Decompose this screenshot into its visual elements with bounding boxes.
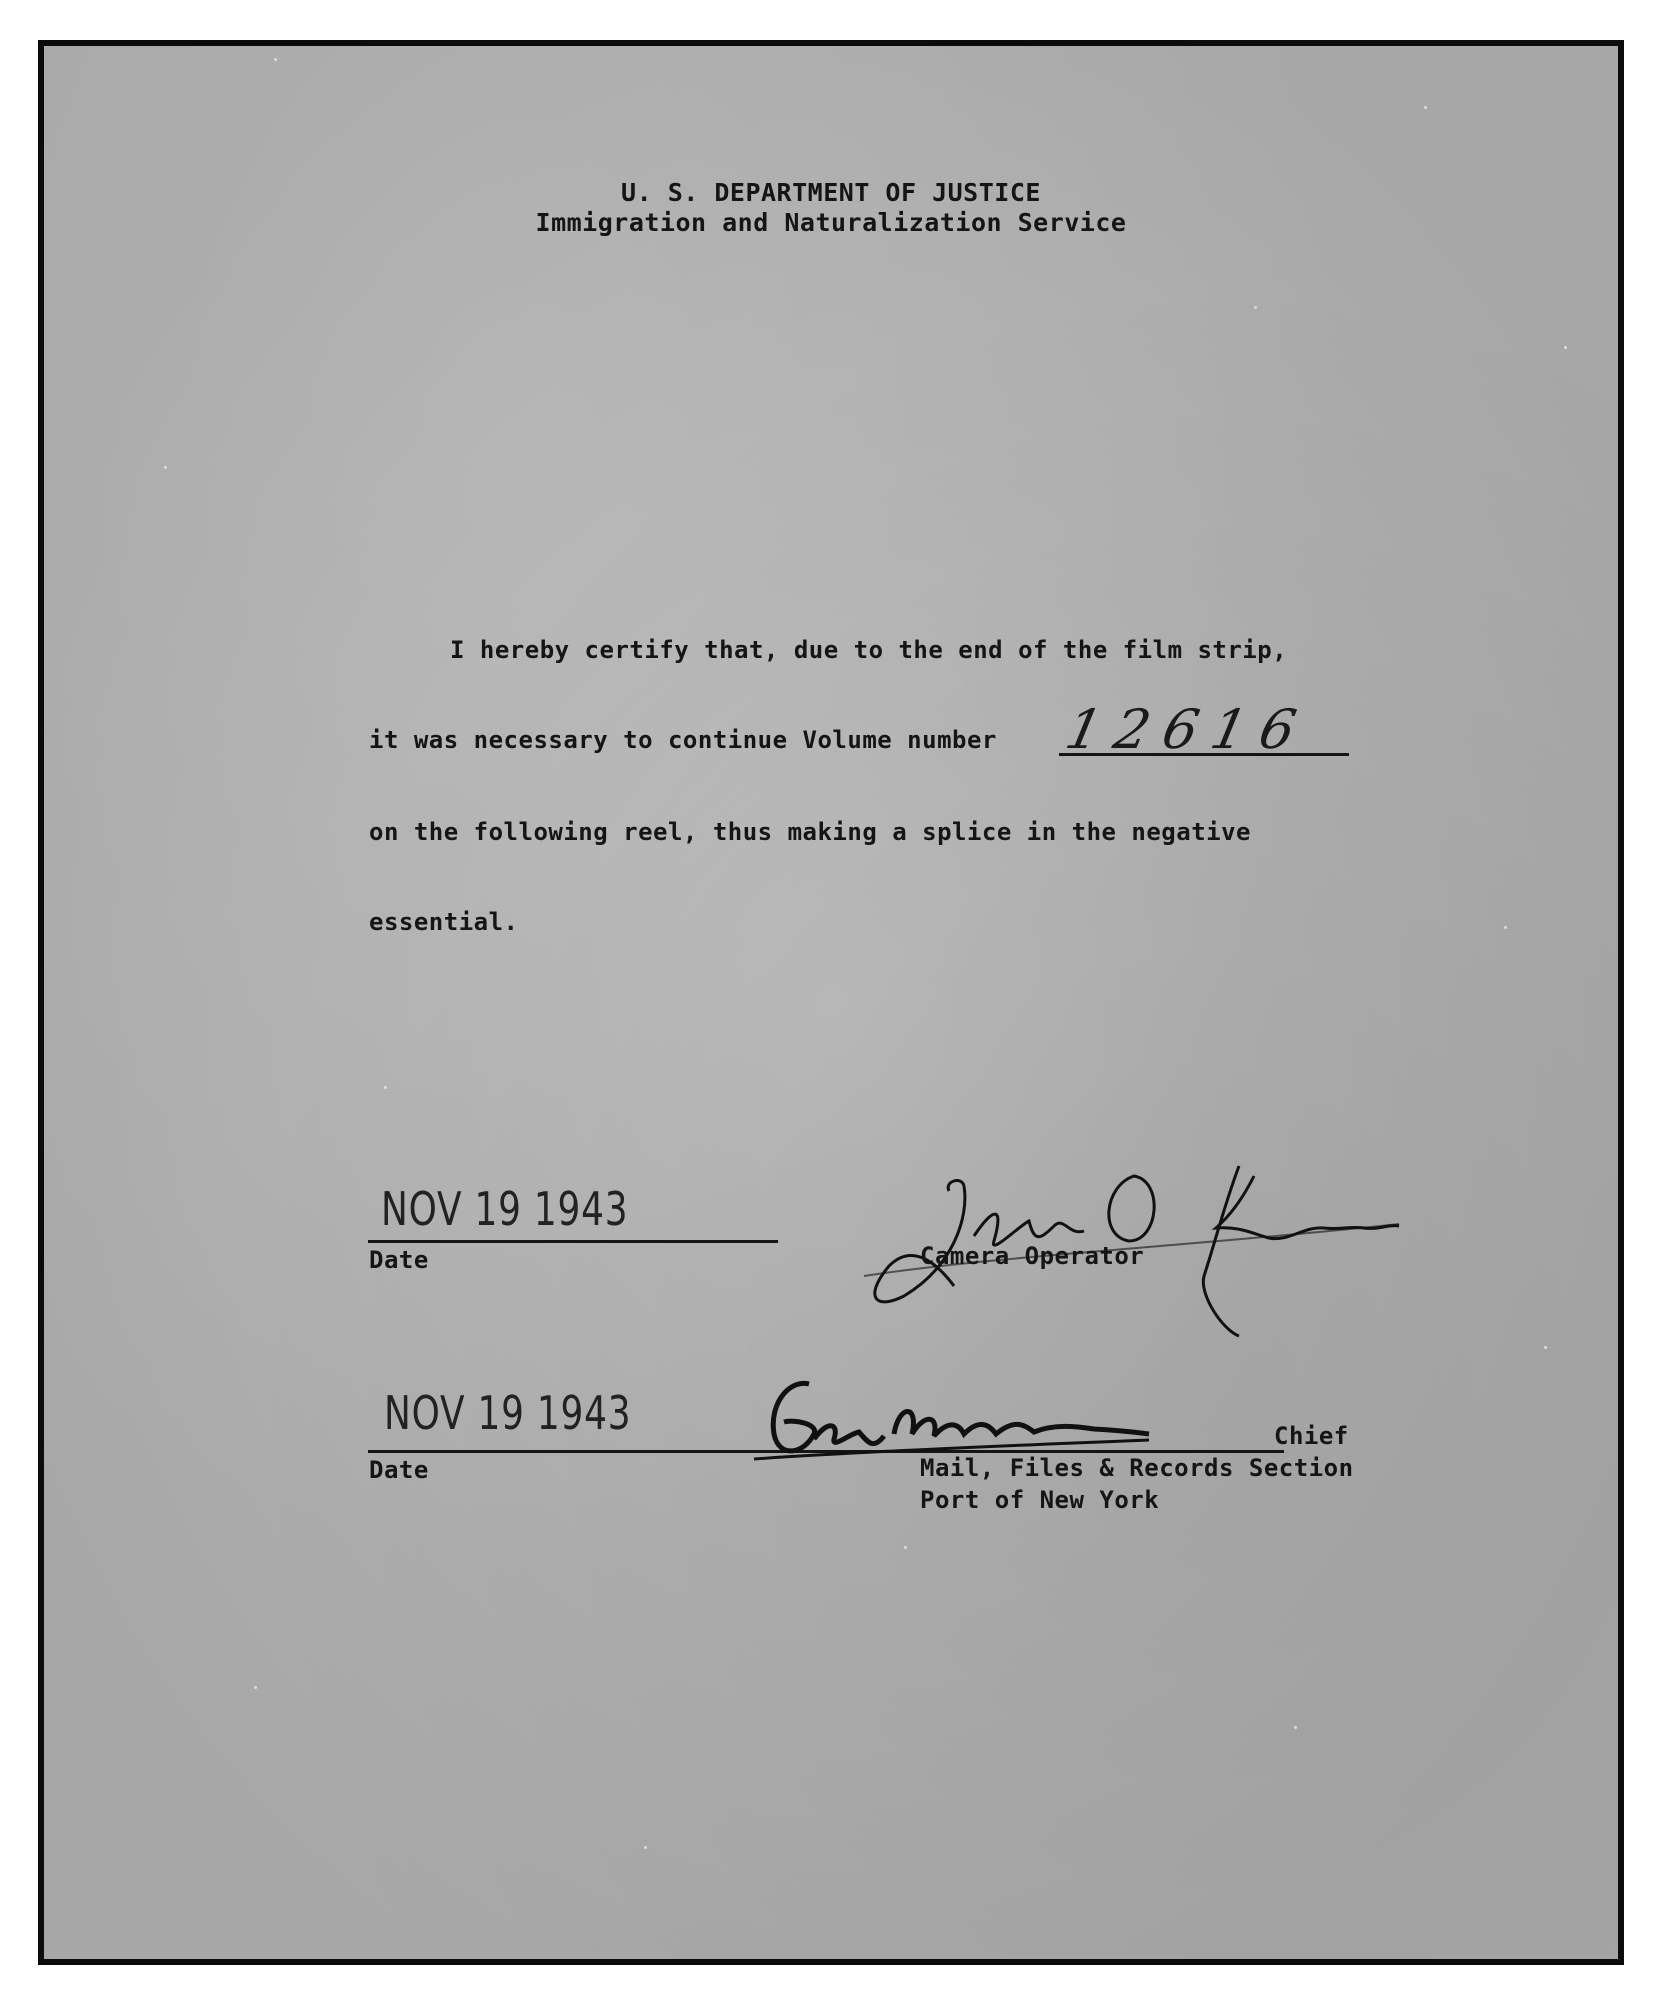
camera-operator-signature [844,1146,1404,1336]
chief-signature-text: Geo. Baecker [734,1364,740,1365]
paper-speck [1564,346,1567,349]
paper-speck [644,1846,647,1849]
chief-port: Port of New York [920,1486,1160,1514]
camera-operator-date-label: Date [369,1246,429,1274]
certification-line-4: essential. [369,908,519,936]
paper-speck [1424,106,1427,109]
camera-operator-title: Camera Operator [920,1242,1145,1270]
certification-line-3: on the following reel, thus making a splice in the negative [369,818,1252,846]
volume-number-text: 12616 [1060,697,1316,761]
paper-speck [1254,306,1257,309]
document-sheet [44,46,1618,1959]
certification-line-2: it was necessary to continue Volume number [369,726,997,754]
volume-number-handwritten [1060,696,1354,766]
camera-operator-signature-text: John O. Karnis [844,1146,851,1147]
paper-speck [1504,926,1507,929]
chief-date-stamp: NOV 19 1943 [384,1386,632,1440]
camera-operator-date-line [368,1240,778,1243]
paper-speck [1544,1346,1547,1349]
paper-speck [254,1686,257,1689]
camera-operator-date-stamp: NOV 19 1943 [381,1182,629,1236]
certification-line-1: I hereby certify that, due to the end of the film strip, [450,636,1288,664]
paper-speck [164,466,167,469]
chief-title: Chief [1274,1422,1349,1450]
chief-date-line [368,1450,698,1453]
paper-speck [384,1086,387,1089]
paper-speck [904,1546,907,1549]
paper-speck [1294,1726,1297,1729]
paper-speck [274,58,277,61]
chief-date-label: Date [369,1456,429,1484]
header-service: Immigration and Naturalization Service [535,208,1127,237]
chief-section: Mail, Files & Records Section [920,1454,1354,1482]
header-department: U. S. DEPARTMENT OF JUSTICE [621,178,1041,207]
